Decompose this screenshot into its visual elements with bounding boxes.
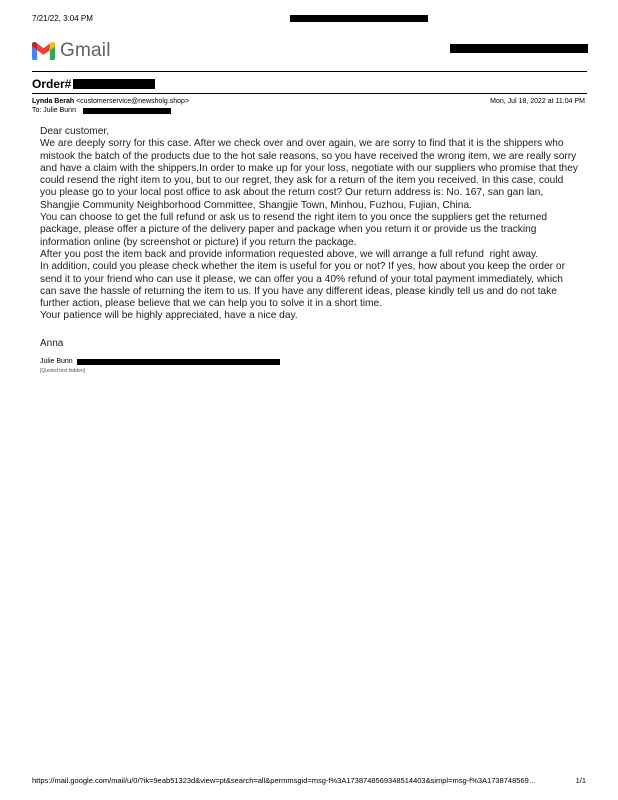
redacted-order-number [73,79,155,89]
email-paragraph: Your patience will be highly appreciated, have a nice day. [40,310,298,322]
signature-name: Julie Bunn [40,358,73,365]
redacted-account [450,44,588,53]
sender-email: <customerservice@newsholg.shop> [76,98,190,105]
email-paragraph: In addition, could you please check whether the item is useful for you or not? If yes, how about you keep the order or send it to your friend who can use it please, we can offer you a 40% refund of your total payment immediately, which can save the hassle of returning the item to us. If you have any different ideas, please kindly tell us and do not take further action, please believe that we can help you to solve it in a short time. [40,261,568,310]
gmail-logo-text: Gmail [60,40,111,61]
recipient-line: To: Julie Bunn [32,107,76,114]
redacted-signature [77,359,280,365]
footer-url: https://mail.google.com/mail/u/0/?ik=9eab51323d&view=pt&search=all&permmsgid=msg-f%3A1738748569348514403&simpl=msg-f%3A1738748569… [32,776,537,785]
redacted-header-title [290,15,428,22]
email-paragraph: After you post the item back and provide information requested above, we will arrange a full refund right away. [40,248,539,260]
footer-page-number: 1/1 [575,776,586,785]
email-paragraph: We are deeply sorry for this case. After we check over and over again, we are sorry to find that it is the shippers who mistook the batch of the products due to the hot sale reasons, so you have received the wrong item, we are really sorry and have a claim with the shippers.In order to make up for your loss, negotiate with our suppliers who promise that they could resend the right item to you, but to our regret, they ask for a return of the item you received. In this case, could you please go to your local post office to ask about the return cost? Our return address is: No. 167, san gan lan, Shangjie Community Neighborhood Committee, Shangjie Town, Minhou, Fuzhou, Fujian, China. [40,138,581,211]
redacted-recipient-email [83,108,171,114]
email-body [40,126,580,323]
email-signoff: Anna [40,338,64,349]
gmail-logo[interactable] [32,40,111,62]
sender-name: Lynda Berah [32,98,75,105]
subject-prefix: Order# [32,77,72,91]
email-greeting: Dear customer, [40,126,110,137]
divider-top [32,71,587,72]
divider-subject [32,93,587,94]
quoted-text-toggle[interactable]: [Quoted text hidden] [40,368,86,374]
sender-line [32,98,189,105]
print-datetime: 7/21/22, 3:04 PM [32,14,93,23]
email-paragraph: You can choose to get the full refund or ask us to resend the right item to you once the suppliers get the returned package, please offer a picture of the delivery paper and package when you return it or provide us the tracking information online (by screenshot or picture) if you return the package. [40,212,550,248]
gmail-m-icon [32,42,55,60]
email-date: Mon, Jul 18, 2022 at 11:04 PM [490,98,585,105]
email-subject [32,77,71,91]
